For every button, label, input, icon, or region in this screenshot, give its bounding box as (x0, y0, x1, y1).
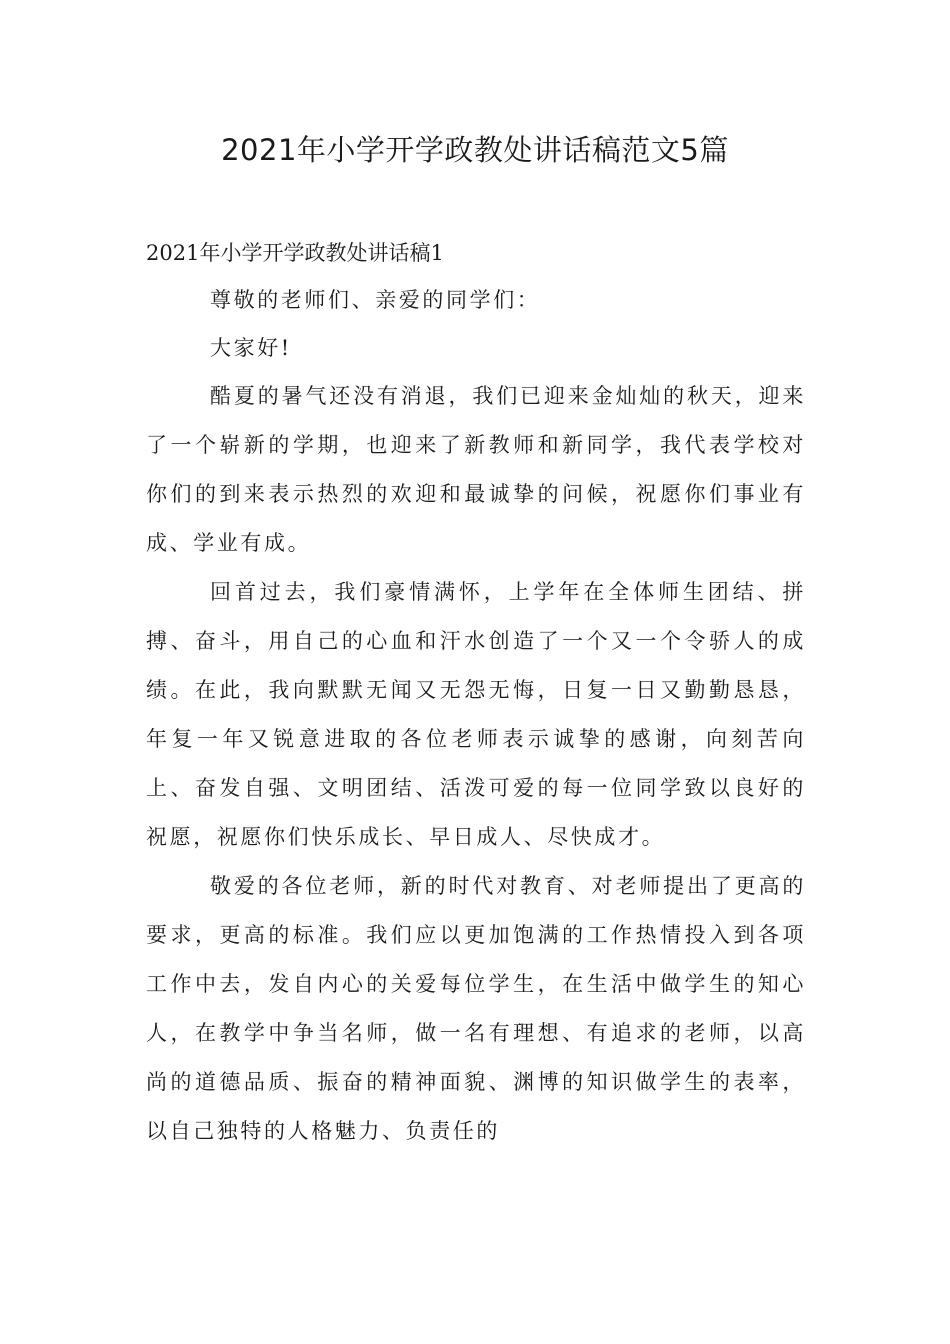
section-heading: 2021年小学开学政教处讲话稿1 (146, 241, 444, 265)
paragraph: 敬爱的各位老师，新的时代对教育、对老师提出了更高的要求，更高的标准。我们应以更加饱满的工作热情投入到各项工作中去，发自内心的关爱每位学生，在生活中做学生的知心人，在教学中争当名师，做一名有理想、有追求的老师，以高尚的道德品质、振奋的精神面貌、渊博的知识做学生的表率，以自己独特的人格魅力、负责任的 (146, 874, 806, 1143)
document-title: 2021年小学开学政教处讲话稿范文5篇 (221, 133, 729, 167)
paragraph: 回首过去，我们豪情满怀，上学年在全体师生团结、拼搏、奋斗，用自己的心血和汗水创造了一个又一个令骄人的成绩。在此，我向默默无闻又无怨无悔，日复一日又勤勤恳恳，年复一年又锐意进取的各位老师表示诚挚的感谢，向刻苦向上、奋发自强、文明团结、活泼可爱的每一位同学致以良好的祝愿，祝愿你们快乐成长、早日成人、尽快成才。 (146, 580, 806, 849)
salutation: 尊敬的老师们、亲爱的同学们： (210, 288, 541, 312)
paragraph: 酷夏的暑气还没有消退，我们已迎来金灿灿的秋天，迎来了一个崭新的学期，也迎来了新教师和新同学，我代表学校对你们的到来表示热烈的欢迎和最诚挚的问候，祝愿你们事业有成、学业有成。 (146, 384, 806, 555)
greeting: 大家好! (210, 336, 292, 360)
document-body (146, 230, 806, 1156)
